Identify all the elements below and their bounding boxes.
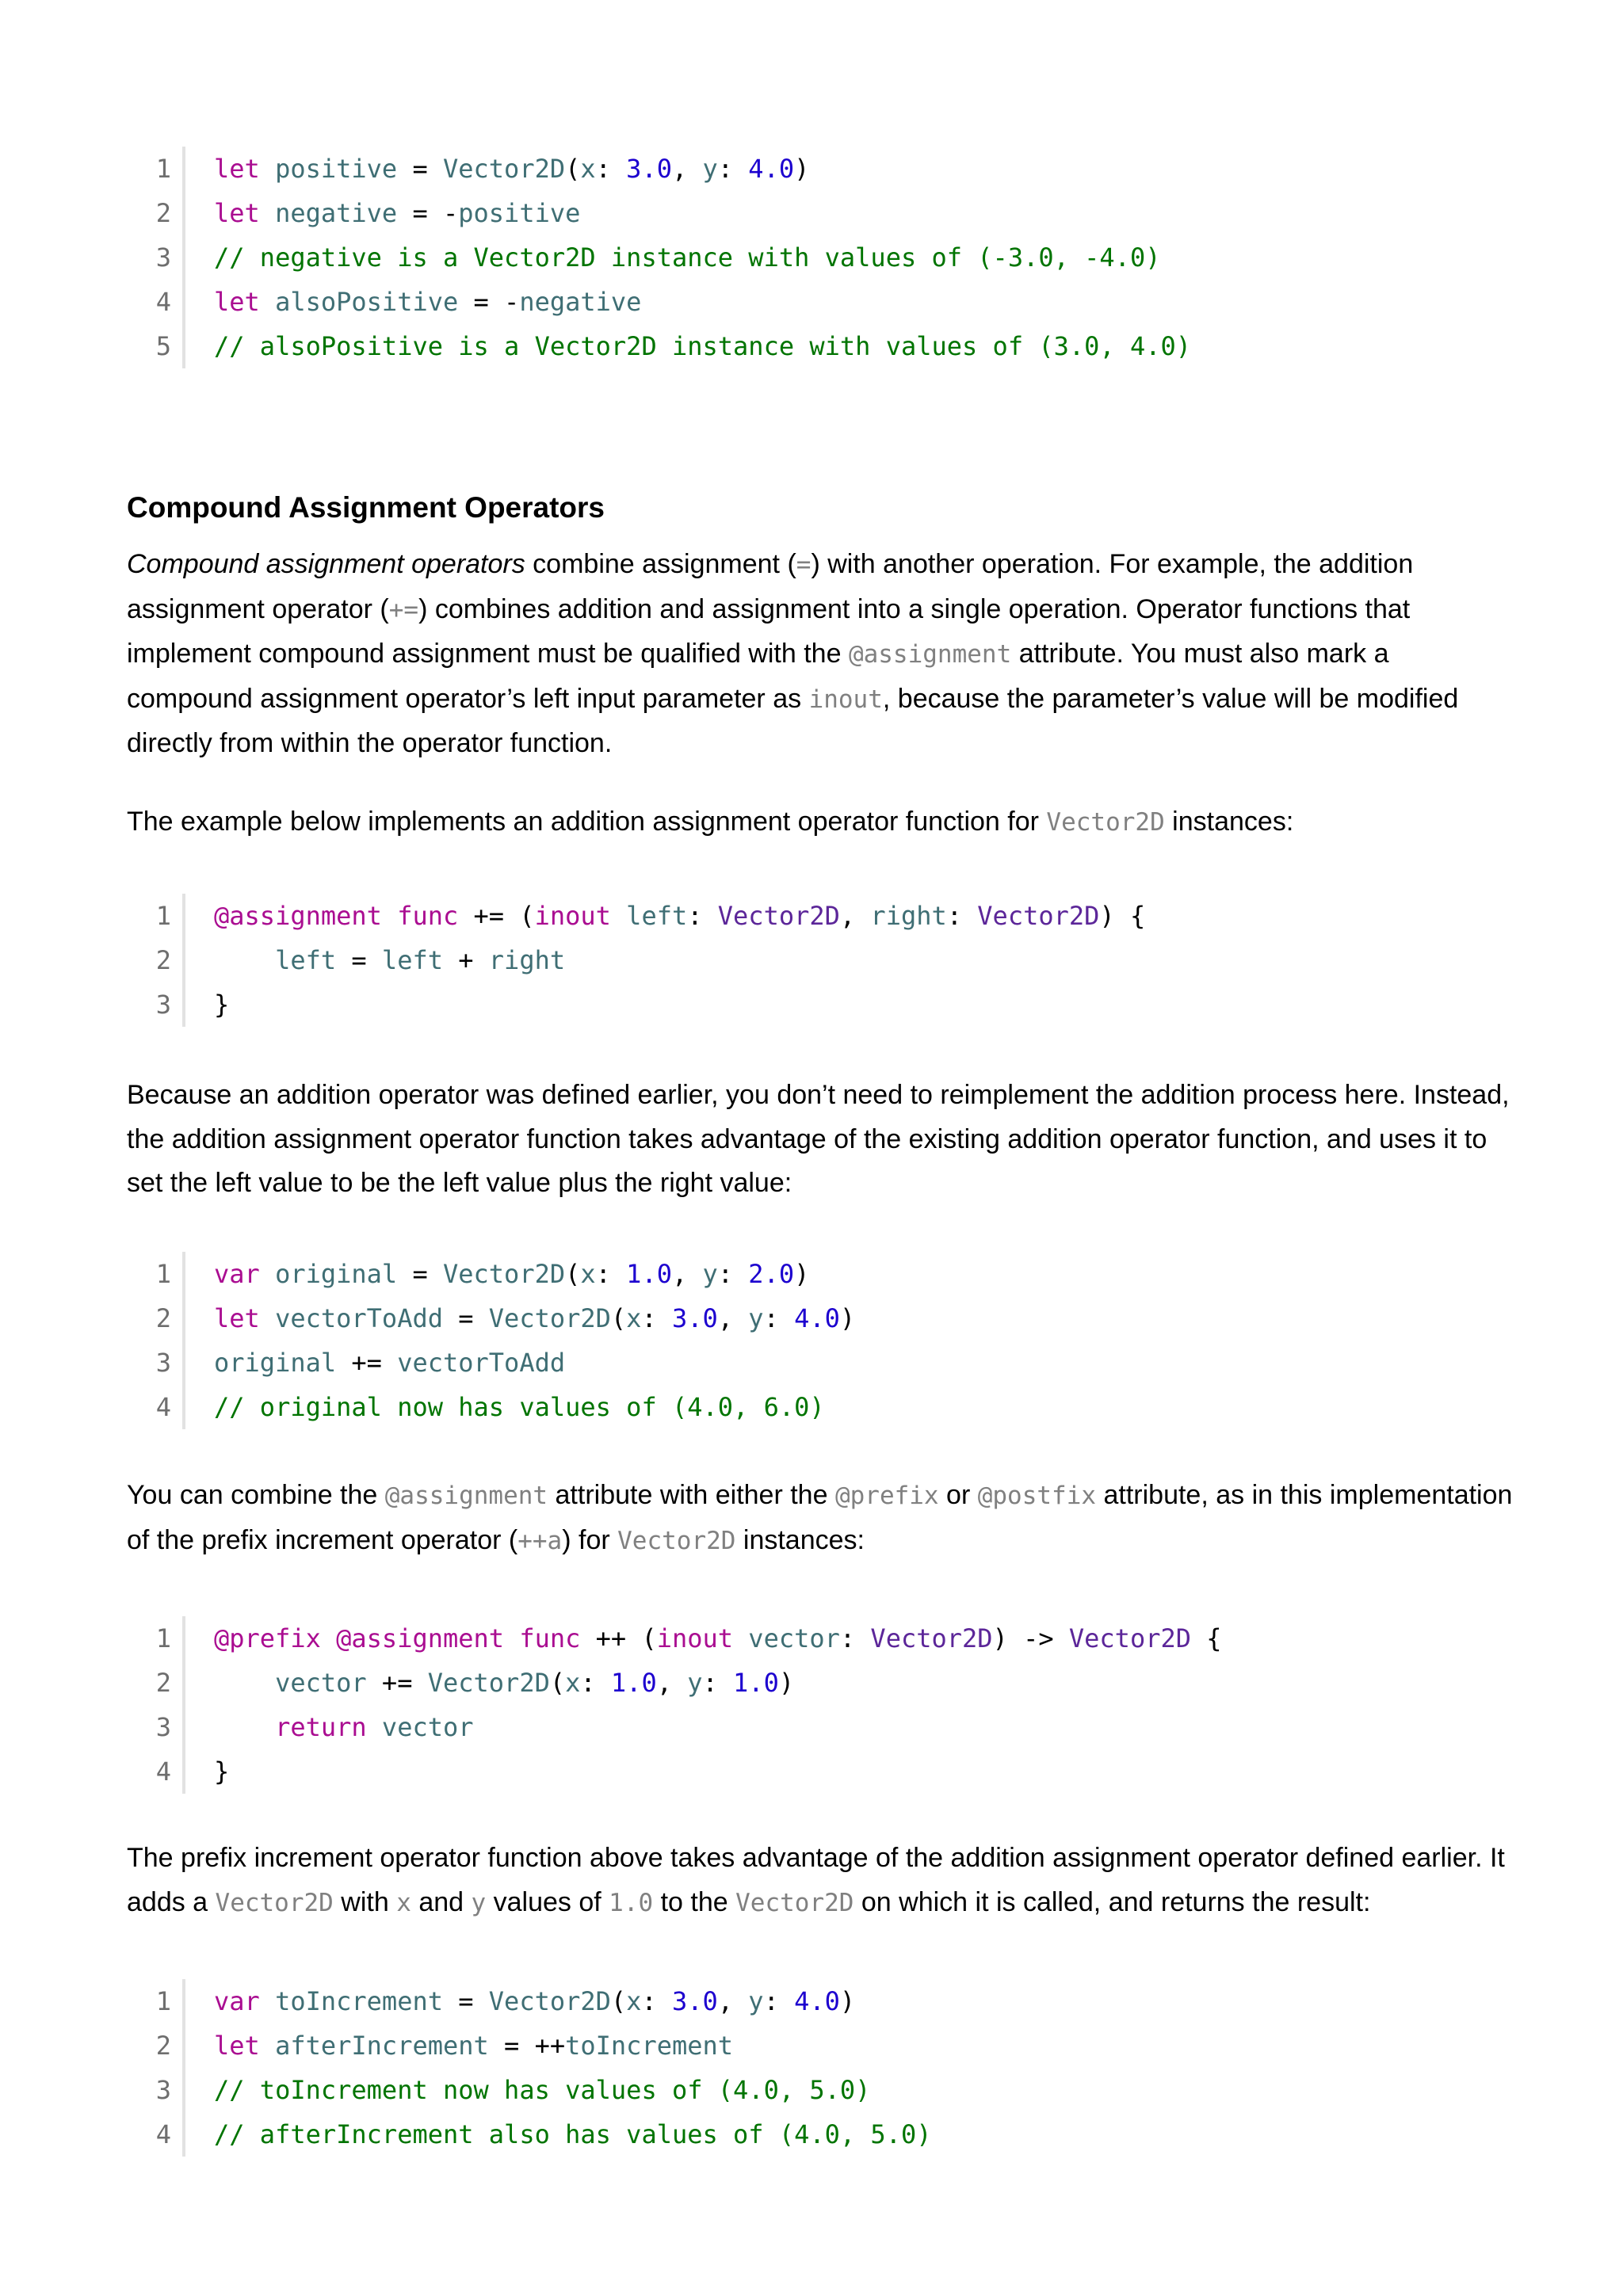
code-token: @assignment (214, 901, 382, 931)
code-token: , (671, 1259, 703, 1289)
inline-code: y (471, 1888, 487, 1917)
code-token: : (763, 1303, 795, 1333)
paragraph-prefix-explanation (127, 1836, 1522, 1925)
code-token: let (214, 287, 260, 317)
code-token: : (580, 1668, 611, 1698)
code-token: Vector2D (488, 1303, 611, 1333)
code-token (214, 945, 275, 975)
code-token: left (626, 901, 688, 931)
line-number: 2 (155, 1668, 171, 1698)
code-token: let (214, 154, 260, 184)
body-text: attribute with either the (548, 1480, 835, 1510)
code-token: y (687, 1668, 703, 1698)
code-token: 4.0 (794, 1303, 840, 1333)
code-token: ) (794, 154, 810, 184)
code-token: Vector2D (488, 1986, 611, 2016)
code-token: positive (458, 198, 581, 228)
code-token (321, 1623, 336, 1653)
code-token: negative (275, 198, 398, 228)
body-text: The example below implements an addition assignment operator function for (127, 807, 1047, 837)
code-token: ) (839, 1986, 856, 2016)
code-token: // negative is a Vector2D instance with values of (-3.0, -4.0) (214, 242, 1161, 273)
code-text (214, 2068, 870, 2112)
code-text (214, 1296, 855, 1341)
body-text: ) with another operation. For example, the addition assignment operator ( (127, 549, 1414, 624)
code-token: , (656, 1668, 688, 1698)
code-text (214, 1979, 855, 2023)
code-token: += (336, 1348, 398, 1378)
inline-code: = (796, 551, 812, 579)
body-text: and (411, 1886, 472, 1917)
code-token: right (488, 945, 566, 975)
code-token: x (580, 154, 596, 184)
code-token: : (839, 1623, 871, 1653)
inline-code: 1.0 (609, 1888, 654, 1917)
inline-code: inout (808, 685, 883, 714)
code-token: : (717, 1259, 749, 1289)
code-token: func (397, 901, 459, 931)
code-token: left (275, 945, 337, 975)
code-token: var (214, 1259, 260, 1289)
inline-code: @assignment (848, 640, 1012, 669)
code-token: // afterIncrement also has values of (4.0, 5.0) (214, 2119, 932, 2149)
code-token (260, 154, 275, 184)
code-token: x (580, 1259, 596, 1289)
line-number: 2 (155, 198, 171, 228)
code-token: func (519, 1623, 581, 1653)
code-token: y (702, 1259, 718, 1289)
code-text (214, 1385, 825, 1429)
paragraph-combine-attributes (127, 1474, 1522, 1563)
code-text (214, 1661, 794, 1705)
body-text: to the (653, 1886, 736, 1917)
paragraph-example-intro (127, 800, 1522, 845)
code-token: vector (748, 1623, 840, 1653)
code-text (214, 324, 1191, 368)
code-text (214, 982, 229, 1027)
code-token: , (717, 1986, 749, 2016)
code-token: // original now has values of (4.0, 6.0) (214, 1392, 825, 1422)
code-gutter (182, 1616, 185, 1794)
code-text (214, 1341, 565, 1385)
code-token: ) -> (992, 1623, 1069, 1653)
code-token: positive (275, 154, 398, 184)
code-token: : (702, 1668, 734, 1698)
code-token: x (626, 1303, 642, 1333)
line-number: 2 (155, 2031, 171, 2061)
line-number: 1 (155, 1986, 171, 2016)
inline-code: @assignment (384, 1482, 548, 1510)
body-text: attribute. You must also mark a compound assignment operator’s left input parameter as (127, 639, 1389, 714)
code-text (214, 147, 809, 191)
code-token: ) (839, 1303, 856, 1333)
code-token: 1.0 (733, 1668, 779, 1698)
code-token: Vector2D (977, 901, 1100, 931)
line-number: 4 (155, 2119, 171, 2149)
line-number: 1 (155, 901, 171, 931)
code-token: right (870, 901, 947, 931)
code-token (260, 2031, 275, 2061)
code-token (260, 1259, 275, 1289)
code-token: Vector2D (1068, 1623, 1191, 1653)
code-token: = ++ (488, 2031, 566, 2061)
code-token (504, 1623, 519, 1653)
code-token: = (442, 1303, 489, 1333)
code-gutter (182, 894, 185, 1027)
code-text (214, 1252, 809, 1296)
code-token: Vector2D (870, 1623, 993, 1653)
code-token: : (763, 1986, 795, 2016)
code-token: ) { (1099, 901, 1146, 931)
code-token: : (687, 901, 718, 931)
inline-code: Vector2D (735, 1888, 854, 1917)
code-token (382, 901, 397, 931)
inline-code: @postfix (977, 1482, 1097, 1510)
code-token: alsoPositive (275, 287, 459, 317)
line-number: 3 (155, 242, 171, 273)
body-text: on which it is called, and returns the result: (854, 1886, 1371, 1917)
code-token: = - (458, 287, 520, 317)
emphasis-text: Compound assignment operators (127, 549, 525, 579)
body-text: ) combines addition and assignment into a single operation. Operator functions that implement compound assignment must be qualified with the (127, 593, 1411, 669)
code-token: Vector2D (442, 1259, 566, 1289)
body-text: instances: (735, 1524, 865, 1555)
body-text: attribute, as in this implementation of the prefix increment operator ( (127, 1480, 1513, 1555)
body-text: instances: (1164, 807, 1294, 837)
code-token: var (214, 1986, 260, 2016)
line-number: 1 (155, 154, 171, 184)
code-token: ) (778, 1668, 795, 1698)
code-gutter (182, 1252, 185, 1429)
code-token: Vector2D (442, 154, 566, 184)
code-token: toIncrement (275, 1986, 443, 2016)
code-token: toIncrement (565, 2031, 734, 2061)
code-token: 3.0 (671, 1303, 718, 1333)
code-token: 3.0 (671, 1986, 718, 2016)
code-token (260, 1986, 275, 2016)
code-token: let (214, 198, 260, 228)
code-token: vector (381, 1712, 474, 1742)
line-number: 4 (155, 287, 171, 317)
code-text (214, 1705, 474, 1749)
code-token: return (275, 1712, 367, 1742)
code-token: { (1191, 1623, 1222, 1653)
code-token (214, 1712, 275, 1742)
body-text: ) for (562, 1524, 618, 1555)
code-token: vector (275, 1668, 367, 1698)
inline-code: @prefix (834, 1482, 939, 1510)
code-token: += (366, 1668, 428, 1698)
code-token: ) (794, 1259, 810, 1289)
body-text: combine assignment ( (525, 549, 796, 579)
code-token: ( (610, 1303, 627, 1333)
code-token (260, 287, 275, 317)
code-token: y (748, 1303, 764, 1333)
code-text (214, 280, 641, 324)
code-token: , (717, 1303, 749, 1333)
paragraph-because (127, 1074, 1522, 1206)
line-number: 1 (155, 1623, 171, 1653)
code-token: = (336, 945, 382, 975)
code-token: : (641, 1303, 672, 1333)
code-token: let (214, 1303, 260, 1333)
code-token: , (671, 154, 703, 184)
body-text: , because the parameter’s value will be modified directly from within the operator function. (127, 683, 1459, 758)
code-token: @assignment (336, 1623, 505, 1653)
inline-code: Vector2D (1046, 808, 1165, 837)
line-number: 3 (155, 1712, 171, 1742)
line-number: 3 (155, 1348, 171, 1378)
code-token: = (397, 154, 443, 184)
code-token: += ( (458, 901, 535, 931)
code-token: + (442, 945, 489, 975)
code-token: , (839, 901, 871, 931)
code-token (260, 198, 275, 228)
code-token: : (641, 1986, 672, 2016)
code-token: y (748, 1986, 764, 2016)
code-token: } (214, 990, 230, 1020)
code-token: = (397, 1259, 443, 1289)
code-token: : (595, 1259, 627, 1289)
code-token (214, 1668, 275, 1698)
code-token: let (214, 2031, 260, 2061)
code-token: 3.0 (626, 154, 672, 184)
code-token: x (565, 1668, 581, 1698)
code-token: : (595, 154, 627, 184)
line-number: 2 (155, 945, 171, 975)
code-token: left (381, 945, 443, 975)
line-number: 1 (155, 1259, 171, 1289)
code-token: 1.0 (610, 1668, 657, 1698)
code-token: = - (397, 198, 459, 228)
code-token: inout (656, 1623, 734, 1653)
code-token (260, 1303, 275, 1333)
code-token: ( (565, 1259, 581, 1289)
code-token (611, 901, 626, 931)
code-token (367, 1712, 382, 1742)
line-number: 3 (155, 990, 171, 1020)
body-text: with (333, 1886, 397, 1917)
code-token: Vector2D (717, 901, 840, 931)
code-token: vectorToAdd (397, 1348, 566, 1378)
code-token: 1.0 (626, 1259, 672, 1289)
code-text (214, 191, 580, 235)
line-number: 5 (155, 331, 171, 361)
section-heading: Compound Assignment Operators (127, 491, 605, 524)
code-token: inout (534, 901, 611, 931)
code-token: : (946, 901, 978, 931)
code-token: ( (610, 1986, 627, 2016)
body-text: The prefix increment operator function above takes advantage of the addition assignment operator defined earlier. It adds a (127, 1843, 1505, 1917)
code-token: afterIncrement (275, 2031, 489, 2061)
code-text (214, 2112, 931, 2157)
code-text (214, 1749, 229, 1794)
code-token (733, 1623, 748, 1653)
code-text (214, 2023, 733, 2068)
code-token: 2.0 (748, 1259, 795, 1289)
code-text (214, 894, 1145, 938)
code-text (214, 1616, 1222, 1661)
inline-code: Vector2D (617, 1526, 736, 1555)
inline-code: x (396, 1888, 411, 1917)
line-number: 3 (155, 2075, 171, 2105)
code-token: negative (519, 287, 642, 317)
line-number: 4 (155, 1756, 171, 1787)
body-text: values of (486, 1886, 609, 1917)
body-text: You can combine the (127, 1480, 385, 1510)
code-token: } (214, 1756, 230, 1787)
code-token: = (442, 1986, 489, 2016)
code-token: 4.0 (748, 154, 795, 184)
code-gutter (182, 147, 185, 368)
code-token: x (626, 1986, 642, 2016)
paragraph-compound-intro (127, 543, 1522, 766)
code-gutter (182, 1979, 185, 2157)
code-token: original (275, 1259, 398, 1289)
code-token: // alsoPositive is a Vector2D instance with values of (3.0, 4.0) (214, 331, 1191, 361)
line-number: 2 (155, 1303, 171, 1333)
body-text: Because an addition operator was defined earlier, you don’t need to reimplement the addition process here. Instead, the addition assignment operator function takes advantage of the existing addition operator function, and uses it to set the left value to be the left value plus the right value: (127, 1080, 1510, 1198)
code-token: vectorToAdd (275, 1303, 443, 1333)
code-token: @prefix (214, 1623, 321, 1653)
code-text (214, 235, 1160, 280)
body-text: or (938, 1480, 978, 1510)
code-token: Vector2D (427, 1668, 550, 1698)
code-token: y (702, 154, 718, 184)
code-token: ( (549, 1668, 566, 1698)
code-token: original (214, 1348, 337, 1378)
code-token: : (717, 154, 749, 184)
line-number: 4 (155, 1392, 171, 1422)
inline-code: Vector2D (215, 1888, 334, 1917)
code-token: 4.0 (794, 1986, 840, 2016)
code-token: ( (565, 154, 581, 184)
inline-code: ++a (517, 1526, 563, 1555)
inline-code: += (388, 595, 419, 624)
code-token: // toIncrement now has values of (4.0, 5.0) (214, 2075, 871, 2105)
code-token: ++ ( (580, 1623, 657, 1653)
code-text (214, 938, 565, 982)
